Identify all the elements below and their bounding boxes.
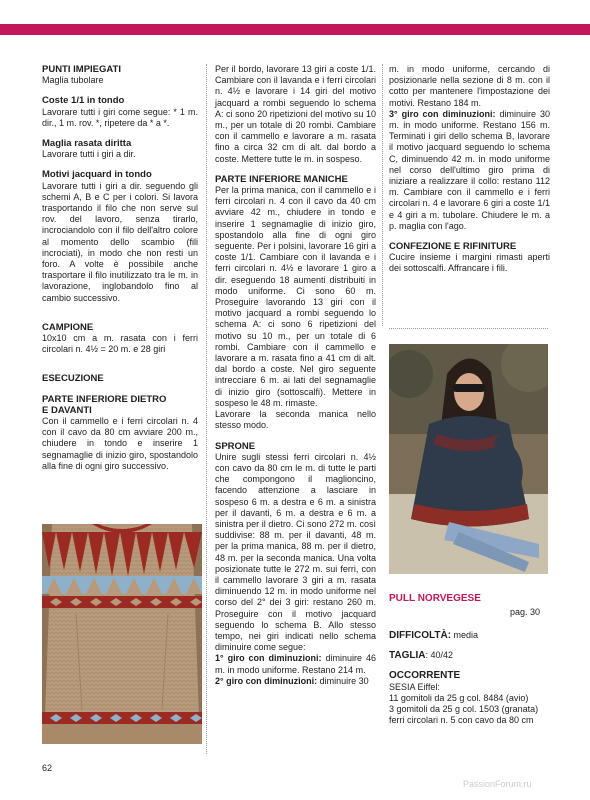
dim1-paragraph bbox=[215, 653, 376, 675]
dim1-body: diminuire 46 m. in modo uniforme. Restano 214 m. bbox=[215, 653, 377, 675]
model-photo bbox=[389, 344, 548, 574]
pattern-info bbox=[389, 630, 549, 726]
model-illustration bbox=[389, 344, 548, 574]
taglia-label: TAGLIA bbox=[389, 650, 426, 662]
maniche-body-2: Lavorare la seconda manica nello stesso modo. bbox=[215, 409, 376, 431]
column-1 bbox=[42, 64, 198, 472]
difficolta-label: DIFFICOLTÀ: bbox=[389, 630, 452, 641]
column-divider-2 bbox=[382, 64, 383, 326]
campione-body: 10x10 cm a m. rasata con i ferri circolari n. 4½ = 20 m. e 28 giri bbox=[42, 333, 198, 355]
sweater-photo bbox=[42, 524, 202, 744]
dim2-paragraph bbox=[215, 676, 376, 687]
confezione-body: Cucire insieme i margini rimasti aperti dei sottoscalfi. Affrancare i fili. bbox=[389, 252, 550, 274]
maniche-title: PARTE INFERIORE MANICHE bbox=[215, 173, 348, 185]
motivi-title: Motivi jacquard in tondo bbox=[42, 169, 152, 181]
watermark: PassionForum.ru bbox=[463, 779, 532, 789]
occorrente-line-4: ferri circolari n. 5 con cavo da 80 cm bbox=[389, 715, 534, 726]
col3-intro: m. in modo uniforme, cercando di posizionarle nella sezione di 8 m. con il cotto per mantenere l'impostazione dei motivi. Restano 184 m. bbox=[389, 64, 550, 108]
difficolta-line bbox=[389, 630, 549, 641]
maniche-body: Per la prima manica, con il cammello e i ferri circolari n. 4 con il cavo da 40 cm avviare 42 m., chiudere in tondo e inserire 1 segnamaglie di inizio giro, spostandolo alla fine di ogni giro seguente. Per i polsini, lavorare 16 giri a coste 1/1. Cambiare con il lavanda e i ferri circolari n. 4½ e lavorare 1 giro a dir. eseguendo 18 aumenti distribuiti in modo uniforme. Ci sono 60 m. Proseguire lavorando 13 giri con il motivo jacquard a rombi seguendo lo schema A: ci sono 6 ripetizioni del motivo su 10 m., per un totale di 6 rombi. Cambiare con il cammello e lavorare a m. rasata fino a 41 cm di alt. dal bordo a coste. Nel giro seguente intrecciare 6 m. ai lati del segnamaglie di inizio giro (sottoscalfi). Mettere in sospeso le 48 m. rimaste. bbox=[215, 185, 376, 408]
occorrente-line-3: 3 gomitoli da 25 g col. 1503 (granata) bbox=[389, 704, 539, 715]
section-separator bbox=[389, 328, 548, 329]
taglia-line bbox=[389, 650, 549, 661]
sprone-body: Unire sugli stessi ferri circolari n. 4½ con cavo da 80 cm le m. di tutte le parti che compongono il maglioncino, facendo attenzione a lasciare in sospeso 6 m. a destra e 6 m. a sinistra per il davanti, 6 m. a destra e 6 m. a sinistra per il dietro. Ci sono 272 m. così suddivise: 88 m. per il davanti, 48 m. per la prima manica, 88 m. per il dietro, 48 m. per la seconda manica. Una volta posizionate tutte le 272 m. sui ferri, con il cammello lavorare 3 giri a m. rasata diminuendo 12 m. in modo uniforme nel corso del 2° dei 3 giri: restano 260 m. Proseguire con il motivo jacquard seguendo lo schema B. Allo stesso tempo, nei giri indicati nello schema diminuire come segue: bbox=[215, 451, 376, 653]
top-accent-bar bbox=[0, 24, 590, 35]
dim3-paragraph bbox=[389, 109, 550, 232]
difficolta-value: media bbox=[451, 630, 479, 640]
sweater-illustration bbox=[42, 524, 202, 744]
campione-title: CAMPIONE bbox=[42, 321, 94, 333]
occorrente-line-2: 11 gomitoli da 25 g col. 8484 (avio) bbox=[389, 692, 529, 703]
dim3-label: 3° giro con diminuzioni: bbox=[389, 108, 496, 119]
motivi-body: Lavorare tutti i giri a dir. seguendo gli schemi A, B e C per i colori. Si lavora trasportando il filo che non serve sul rov. del lavoro, senza tirarlo, incrociandolo con il filo dell'altro colore al momento dello scambio (fili incrociati), in modo che non resti un foro. A volte è possibile anche trasportare il filo inutilizzato tra le m. in lavorazione, inglobandolo fino al cambio successivo. bbox=[42, 180, 198, 303]
punti-title: PUNTI IMPIEGATI bbox=[42, 64, 121, 75]
coste-title: Coste 1/1 in tondo bbox=[42, 95, 125, 107]
sprone-title: SPRONE bbox=[215, 440, 256, 452]
occorrente-line-1: SESIA Eiffel: bbox=[389, 681, 440, 692]
occorrente-label: OCCORRENTE bbox=[389, 670, 461, 682]
coste-body: Lavorare tutti i giri come segue: * 1 m. dir., 1 m. rov. *, ripetere da * a *. bbox=[42, 106, 198, 128]
parte-title-1: PARTE INFERIORE DIETRO bbox=[42, 393, 167, 405]
rasata-body: Lavorare tutti i giri a dir. bbox=[42, 149, 136, 160]
bordo-body: Per il bordo, lavorare 13 giri a coste 1/1. Cambiare con il lavanda e i ferri circolari n. 4½ e lavorare i 14 giri del motivo jacquard a rombi seguendo lo schema A: ci sono 20 ripetizioni del motivo su 10 m., per un totale di 20 rombi. Cambiare con il cammello e lavorare a m. rasata fino a circa 32 cm di alt. dal bordo a coste. Mettere tutte le m. in sospeso. bbox=[215, 64, 376, 164]
parte-body: Con il cammello e i ferri circolari n. 4 con il cavo da 80 cm avviare 200 m., chiudere in tondo e inserire 1 segnamaglie di inizio giro, spostandolo alla fine di ogni giro successivo. bbox=[42, 416, 198, 471]
pattern-title: PULL NORVEGESE bbox=[389, 593, 481, 604]
column-divider-1 bbox=[206, 64, 207, 754]
taglia-value: : 40/42 bbox=[425, 650, 454, 661]
esecuzione-title: ESECUZIONE bbox=[42, 373, 104, 385]
parte-title-2: E DAVANTI bbox=[42, 404, 92, 416]
dim3-body: diminuire 30 m. in modo uniforme. Restano 156 m. Terminati i giri dello schema B, lavorare il motivo jacquard seguendo lo schema C, diminuendo 42 m. in modo uniforme nel corso dell'ultimo giro prima di iniziare a realizzare il collo: restano 112 m. Cambiare con il cammello e i ferri circolari n. 4 e lavorare 6 giri a coste 1/1 e 4 giri a m. tubolare. Chiudere le m. a p. maglia con l'ago. bbox=[389, 108, 551, 231]
confezione-title: CONFEZIONE E RIFINITURE bbox=[389, 241, 517, 253]
page-number: 62 bbox=[42, 763, 53, 773]
column-2 bbox=[215, 64, 376, 687]
rasata-title: Maglia rasata diritta bbox=[42, 138, 132, 150]
column-3 bbox=[389, 64, 550, 275]
dim2-body: diminuire 30 bbox=[317, 675, 369, 686]
punti-body: Maglia tubolare bbox=[42, 75, 104, 86]
pattern-page-ref: pag. 30 bbox=[510, 607, 541, 617]
dim2-label: 2° giro con diminuzioni: bbox=[215, 675, 318, 686]
dim1-label: 1° giro con diminuzioni: bbox=[215, 653, 322, 664]
